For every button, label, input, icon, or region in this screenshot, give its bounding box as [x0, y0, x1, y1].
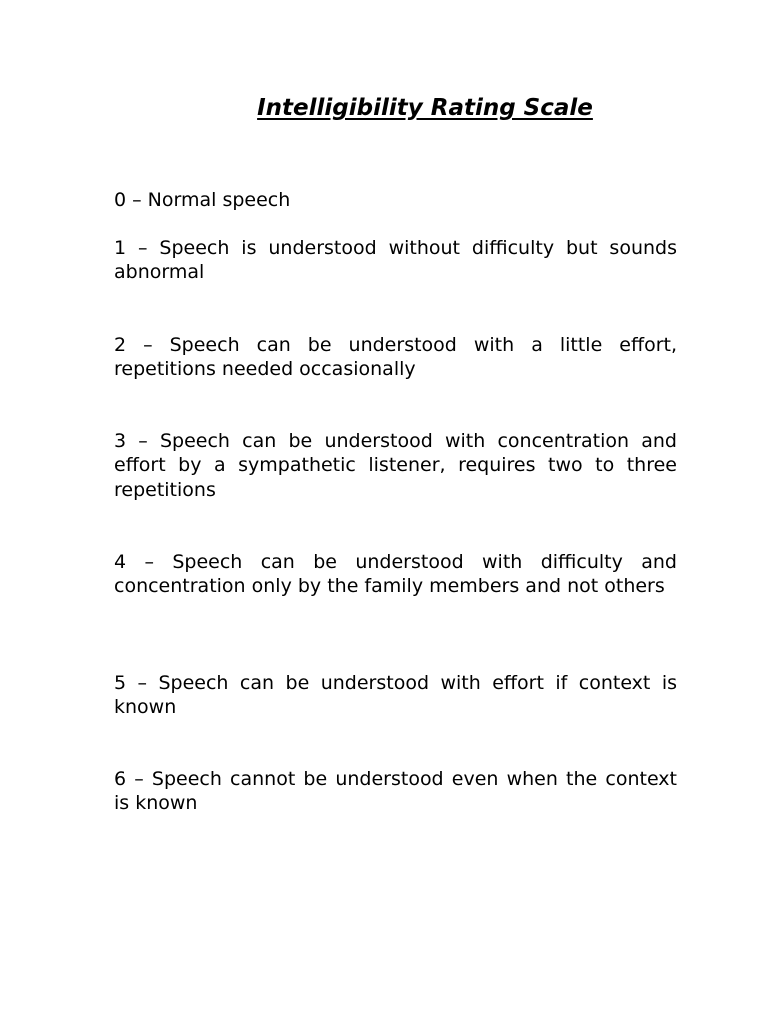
document-title: Intelligibility Rating Scale	[257, 95, 593, 121]
scale-item-6: 6 – Speech cannot be understood even when the context is known	[114, 768, 677, 815]
scale-item-3: 3 – Speech can be understood with concentration and effort by a sympathetic listener, requires two to three repetitions	[114, 430, 677, 501]
scale-item-4: 4 – Speech can be understood with difficulty and concentration only by the family members and not others	[114, 551, 677, 598]
scale-item-0: 0 – Normal speech	[114, 189, 291, 211]
scale-item-2: 2 – Speech can be understood with a little effort, repetitions needed occasionally	[114, 334, 677, 381]
scale-item-1: 1 – Speech is understood without difficulty but sounds abnormal	[114, 237, 677, 284]
scale-item-5: 5 – Speech can be understood with effort if context is known	[114, 672, 677, 719]
